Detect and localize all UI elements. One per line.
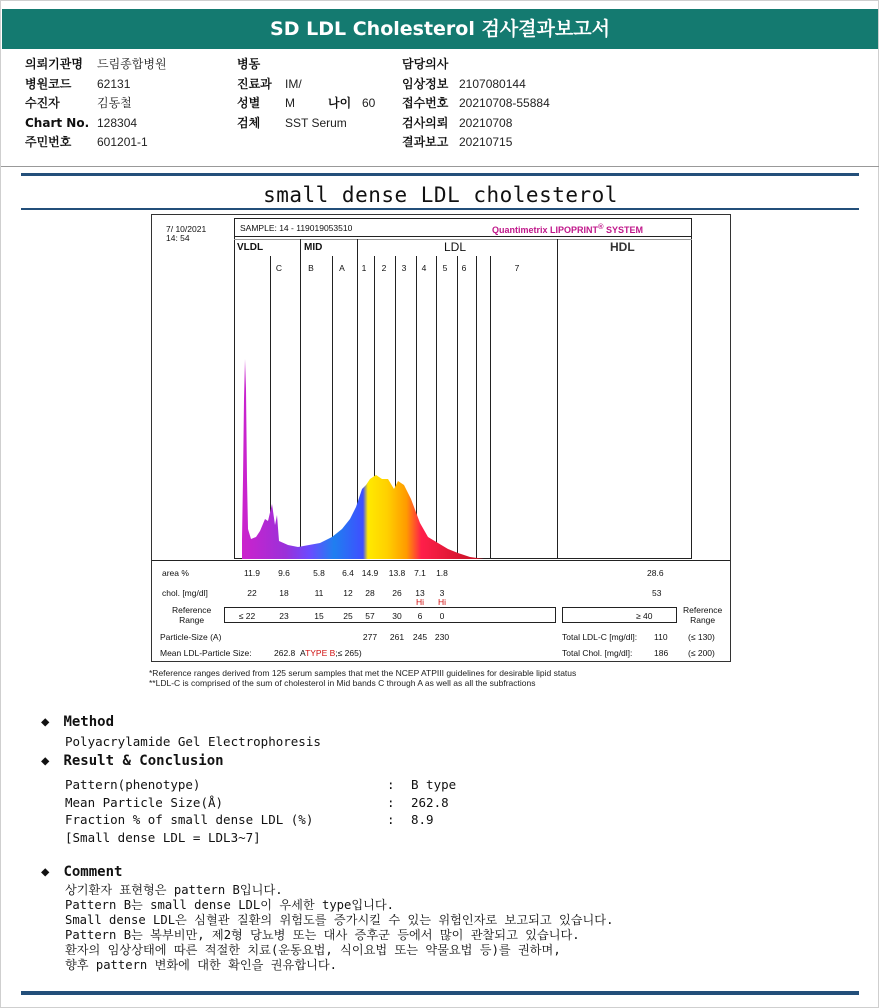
report-date: 7/ 10/2021	[166, 224, 207, 234]
info-row	[25, 114, 167, 134]
bottom-rule	[21, 991, 859, 995]
info-label: 검체	[237, 115, 261, 130]
area-value: 13.8	[388, 568, 406, 578]
band-label-5: 5	[442, 263, 448, 273]
ref-value: ≤ 22	[238, 611, 256, 621]
area-value: 1.8	[436, 568, 448, 578]
particle-size-label: Particle-Size (A)	[160, 632, 222, 642]
total-chol-value: 186	[654, 648, 669, 658]
hdl-ref-box	[562, 607, 677, 623]
info-row	[25, 94, 167, 114]
result-key: Fraction % of small dense LDL (%)	[65, 812, 314, 827]
ref-row-label	[172, 605, 211, 625]
document-title: small dense LDL cholesterol	[263, 183, 618, 207]
area-value: 14.9	[361, 568, 379, 578]
info-row	[402, 114, 550, 134]
area-row-label: area %	[162, 568, 189, 578]
area-value: 11.9	[244, 568, 260, 578]
band-label-C: C	[275, 263, 283, 273]
result-colon: :	[387, 794, 395, 810]
info-label: 수진자	[25, 96, 60, 110]
brand-tail: SYSTEM	[603, 225, 644, 235]
hdl-area-value: 28.6	[647, 568, 664, 578]
result-key: Pattern(phenotype)	[65, 777, 201, 792]
report-title: SD LDL Cholesterol 검사결과보고서	[2, 9, 878, 49]
total-chol-ref: (≤ 200)	[688, 648, 715, 658]
electrophoresis-curve	[234, 239, 692, 559]
ref-value: 57	[365, 611, 375, 621]
info-label: 병동	[237, 57, 261, 71]
band-label-3: 3	[401, 263, 407, 273]
info-row	[402, 55, 550, 75]
table-top-rule	[152, 560, 730, 561]
info-row	[402, 75, 550, 95]
hdl-ref-value: ≥ 40	[636, 611, 653, 621]
info-row	[402, 133, 550, 153]
info-row	[237, 114, 347, 134]
info-label: 담당의사	[402, 57, 449, 71]
mean-type-prefix: A	[300, 648, 306, 658]
hdl-chol-value: 53	[652, 588, 662, 598]
hi-flag: Hi	[437, 597, 447, 607]
band-label-B: B	[308, 263, 314, 273]
method-heading-text: Method	[63, 714, 115, 730]
result-colon: :	[387, 777, 395, 792]
total-ldl-ref: (≤ 130)	[688, 632, 715, 642]
area-value: 6.4	[342, 568, 354, 578]
chol-value: 26	[392, 588, 402, 598]
chol-value: 11	[314, 588, 324, 598]
info-value: 2107080144	[459, 76, 526, 91]
result-colon: :	[387, 812, 395, 827]
comment-line: Pattern B는 small dense LDL이 우세한 type입니다.	[65, 898, 394, 912]
group-ldl: LDL	[444, 240, 467, 254]
info-value: 20210715	[459, 135, 513, 149]
info-value: 20210708	[459, 115, 513, 130]
area-value: 9.6	[278, 568, 290, 578]
info-value: 드림종합병원	[97, 57, 167, 71]
info-row	[25, 75, 167, 95]
info-label: 진료과	[237, 76, 272, 91]
result-heading	[41, 753, 224, 769]
mean-size-label: Mean LDL-Particle Size:	[160, 648, 252, 658]
info-column-1	[25, 55, 167, 153]
info-label: Chart No.	[25, 115, 90, 130]
sample-id: SAMPLE: 14 - 119019053510	[240, 223, 353, 233]
result-key: Mean Particle Size(Å)	[65, 794, 224, 810]
age-value: 60	[362, 96, 376, 110]
info-value: 20210708-55884	[459, 96, 550, 110]
hi-flag: Hi	[415, 597, 425, 607]
result-value: B type	[411, 777, 457, 792]
chol-value: 12	[343, 588, 353, 598]
particle-size-value: 277	[362, 632, 378, 642]
info-label: 검사의뢰	[402, 115, 449, 130]
ref-label-2: Range	[179, 615, 205, 625]
result-value: 8.9	[411, 812, 434, 827]
band-label-4: 4	[421, 263, 427, 273]
info-column-3	[402, 55, 550, 153]
comment-line: 환자의 임상상태에 따른 적절한 치료(운동요법, 식이요법 또는 약물요법 등)를 권하며,	[65, 943, 561, 957]
info-label: 결과보고	[402, 135, 449, 149]
info-label: 접수번호	[402, 96, 449, 110]
info-value: 601201-1	[97, 135, 148, 149]
ref-right-label	[683, 605, 722, 625]
comment-line: Small dense LDL은 심혈관 질환의 위험도를 증가시킬 수 있는 위험인자로 보고되고 있습니다.	[65, 913, 614, 927]
result-value: 262.8	[411, 794, 449, 810]
footnote-2: **LDL-C is comprised of the sum of cholesterol in Mid bands C through A as well as all the subfractions	[149, 678, 536, 688]
info-value: SST Serum	[285, 115, 347, 130]
info-row	[237, 75, 347, 95]
band-label-2: 2	[381, 263, 387, 273]
diamond-bullet-icon: ◆	[41, 714, 50, 730]
ref-right-label-2: Range	[690, 615, 716, 625]
particle-size-value: 245	[412, 632, 428, 642]
ref-value: 0	[439, 611, 445, 621]
comment-heading-text: Comment	[63, 864, 123, 880]
brand-text: Quantimetrix LIPOPRINT	[492, 225, 599, 235]
report-time: 14: 54	[166, 233, 190, 243]
diamond-bullet-icon: ◆	[41, 753, 50, 769]
ref-label-1: Reference	[172, 605, 212, 615]
chol-value: 13	[415, 588, 425, 598]
group-hdl: HDL	[610, 240, 635, 254]
info-divider	[1, 166, 879, 167]
total-ldl-label: Total LDL-C [mg/dl]:	[562, 632, 638, 642]
group-vldl: VLDL	[237, 242, 264, 253]
footnote-1: *Reference ranges derived from 125 serum samples that met the NCEP ATPIII guidelines for desirable lipid status	[149, 668, 577, 678]
sample-row-divider	[234, 236, 692, 237]
top-rule	[21, 173, 859, 176]
age-field	[328, 94, 375, 114]
info-value: M	[285, 96, 295, 110]
area-value: 5.8	[313, 568, 325, 578]
chol-value: 3	[439, 588, 445, 598]
ref-value: 30	[392, 611, 402, 621]
method-heading	[41, 714, 114, 730]
ref-value: 15	[314, 611, 324, 621]
lipoprint-chart	[151, 214, 731, 662]
group-mid: MID	[304, 242, 323, 253]
band-label-7: 7	[514, 263, 520, 273]
info-label: 주민번호	[25, 135, 72, 149]
info-value: 62131	[97, 76, 131, 91]
total-chol-label: Total Chol. [mg/dl]:	[562, 648, 633, 658]
info-row	[25, 133, 167, 153]
mean-size-number: 262.8	[274, 648, 296, 658]
chol-row-label: chol. [mg/dl]	[162, 588, 208, 598]
result-note: [Small dense LDL = LDL3~7]	[65, 830, 261, 845]
info-row	[402, 94, 550, 114]
info-value: IM/	[285, 76, 302, 91]
title-rule	[21, 208, 859, 210]
comment-line: 향후 pattern 변화에 대한 확인을 권유합니다.	[65, 958, 337, 972]
band-label-6: 6	[461, 263, 467, 273]
info-row	[25, 55, 167, 75]
band-label-A: A	[339, 263, 345, 273]
particle-size-value: 230	[434, 632, 450, 642]
total-ldl-value: 110	[654, 632, 668, 642]
info-row	[237, 55, 347, 75]
info-label: 임상정보	[402, 76, 449, 91]
band-label-1: 1	[361, 263, 367, 273]
particle-size-value: 261	[389, 632, 405, 642]
comment-line: Pattern B는 복부비만, 제2형 당뇨병 또는 대사 증후군 등에서 많이 관찰되고 있습니다.	[65, 928, 580, 942]
ref-value: 25	[343, 611, 353, 621]
lipoprint-logo	[492, 222, 643, 235]
info-value: 128304	[97, 115, 138, 130]
mean-type: TYPE B	[305, 648, 336, 658]
chol-value: 18	[279, 588, 289, 598]
mean-type-suffix: ;≤ 265)	[335, 648, 362, 658]
info-label: 병원코드	[25, 76, 72, 91]
diamond-bullet-icon: ◆	[41, 864, 50, 880]
ref-right-label-1: Reference	[683, 605, 723, 615]
method-text: Polyacrylamide Gel Electrophoresis	[65, 734, 321, 749]
ref-value: 6	[417, 611, 423, 621]
chol-value: 22	[247, 588, 257, 598]
mean-size-value	[274, 648, 362, 658]
result-heading-text: Result & Conclusion	[63, 753, 224, 769]
comment-heading	[41, 864, 122, 880]
comment-line: 상기환자 표현형은 pattern B입니다.	[65, 883, 283, 897]
brand-registered: ®	[598, 222, 604, 231]
info-value: 김동철	[97, 96, 132, 110]
chol-value: 28	[365, 588, 375, 598]
area-value: 7.1	[414, 568, 426, 578]
age-label: 나이	[328, 96, 352, 110]
info-label: 의뢰기관명	[25, 57, 83, 71]
ldl-curve-fill	[242, 359, 484, 559]
info-label: 성별	[237, 96, 261, 110]
ref-value: 23	[279, 611, 289, 621]
